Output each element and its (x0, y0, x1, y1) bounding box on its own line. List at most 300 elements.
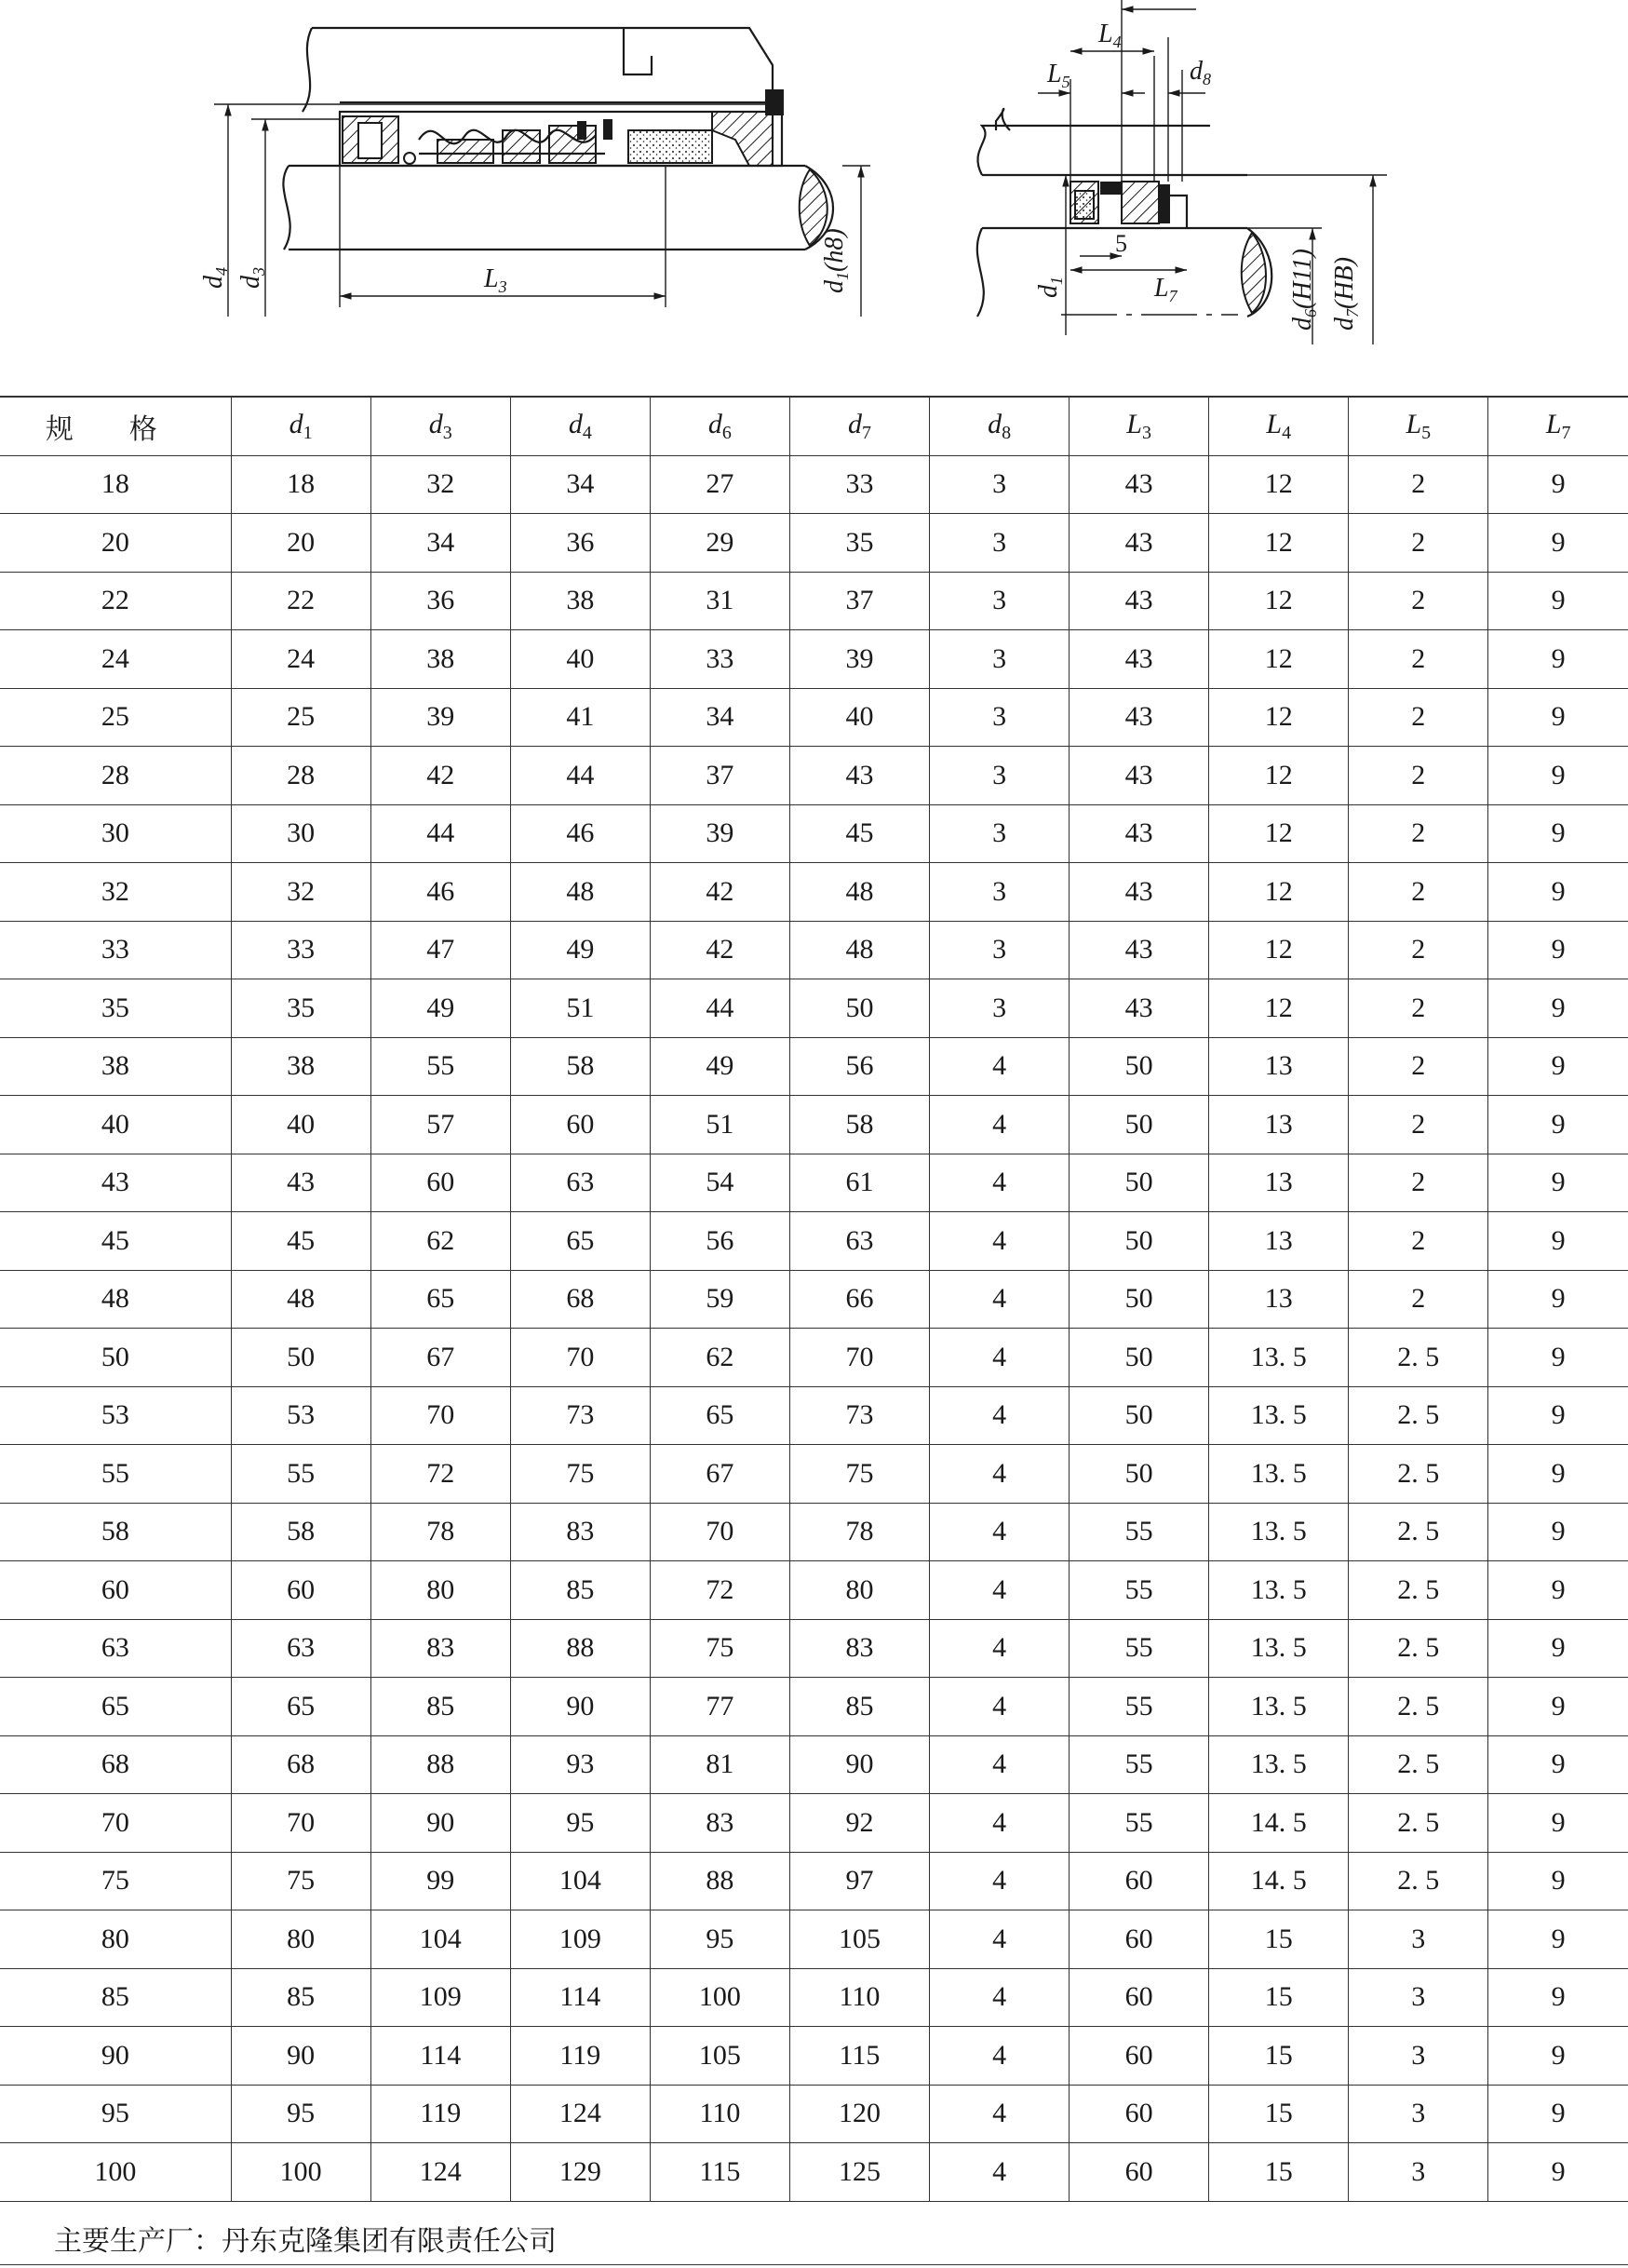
spec-cell: 80 (0, 1910, 231, 1969)
value-cell: 50 (1070, 1329, 1209, 1387)
value-cell: 43 (1070, 979, 1209, 1038)
value-cell: 36 (510, 514, 650, 573)
value-cell: 13. 5 (1209, 1561, 1349, 1620)
value-cell: 34 (510, 455, 650, 514)
value-cell: 38 (231, 1037, 370, 1096)
value-cell: 57 (370, 1096, 510, 1154)
value-cell: 62 (370, 1212, 510, 1271)
value-cell: 2 (1349, 1212, 1488, 1271)
value-cell: 49 (510, 921, 650, 979)
value-cell: 4 (930, 1619, 1070, 1678)
value-cell: 66 (789, 1270, 929, 1329)
value-cell: 2. 5 (1349, 1386, 1488, 1445)
value-cell: 55 (1070, 1503, 1209, 1561)
value-cell: 43 (789, 747, 929, 805)
value-cell: 44 (510, 747, 650, 805)
value-cell: 40 (789, 688, 929, 747)
value-cell: 85 (510, 1561, 650, 1620)
value-cell: 70 (370, 1386, 510, 1445)
value-cell: 28 (231, 747, 370, 805)
table-row (0, 1503, 1628, 1561)
value-cell: 85 (370, 1678, 510, 1736)
table-row (0, 863, 1628, 922)
header-d6: $d_6$ (650, 397, 789, 455)
value-cell: 2 (1349, 455, 1488, 514)
value-cell: 3 (930, 804, 1070, 863)
table-row (0, 1329, 1628, 1387)
value-cell: 42 (650, 921, 789, 979)
value-cell: 67 (650, 1445, 789, 1504)
value-cell: 80 (370, 1561, 510, 1620)
value-cell: 43 (1070, 921, 1209, 979)
header-l7: $L_7$ (1488, 397, 1628, 455)
value-cell: 13 (1209, 1154, 1349, 1212)
value-cell: 2. 5 (1349, 1852, 1488, 1910)
value-cell: 56 (650, 1212, 789, 1271)
value-cell: 83 (510, 1503, 650, 1561)
value-cell: 58 (510, 1037, 650, 1096)
value-cell: 43 (1070, 804, 1209, 863)
value-cell: 9 (1488, 1445, 1628, 1504)
value-cell: 2. 5 (1349, 1503, 1488, 1561)
value-cell: 9 (1488, 1619, 1628, 1678)
value-cell: 105 (650, 2027, 789, 2086)
value-cell: 3 (930, 747, 1070, 805)
value-cell: 65 (650, 1386, 789, 1445)
value-cell: 65 (231, 1678, 370, 1736)
value-cell: 3 (1349, 2143, 1488, 2202)
spec-cell: 75 (0, 1852, 231, 1910)
value-cell: 4 (930, 1445, 1070, 1504)
spec-cell: 65 (0, 1678, 231, 1736)
value-cell: 3 (930, 514, 1070, 573)
header-d4: $d_4$ (510, 397, 650, 455)
table-row (0, 1445, 1628, 1504)
value-cell: 49 (370, 979, 510, 1038)
value-cell: 55 (231, 1445, 370, 1504)
value-cell: 100 (650, 1968, 789, 2027)
value-cell: 70 (789, 1329, 929, 1387)
value-cell: 50 (1070, 1154, 1209, 1212)
spec-cell: 55 (0, 1445, 231, 1504)
header-l4: $L_4$ (1209, 397, 1349, 455)
spec-cell: 95 (0, 2085, 231, 2143)
value-cell: 12 (1209, 921, 1349, 979)
table-row (0, 1561, 1628, 1620)
label-d1-right: $d_1$ (1034, 277, 1066, 298)
spec-cell: 60 (0, 1561, 231, 1620)
value-cell: 119 (510, 2027, 650, 2086)
value-cell: 2 (1349, 688, 1488, 747)
header-l5: $L_5$ (1349, 397, 1488, 455)
value-cell: 83 (650, 1794, 789, 1853)
spec-cell: 30 (0, 804, 231, 863)
value-cell: 50 (1070, 1212, 1209, 1271)
value-cell: 4 (930, 1678, 1070, 1736)
value-cell: 75 (510, 1445, 650, 1504)
value-cell: 90 (231, 2027, 370, 2086)
value-cell: 80 (231, 1910, 370, 1969)
value-cell: 13. 5 (1209, 1735, 1349, 1794)
value-cell: 75 (650, 1619, 789, 1678)
manufacturer-text: 主要生产厂：丹东克隆集团有限责任公司 (54, 2226, 557, 2257)
value-cell: 15 (1209, 1968, 1349, 2027)
label-L7: $L_7$ (1154, 274, 1177, 305)
spec-cell: 24 (0, 630, 231, 689)
value-cell: 37 (789, 572, 929, 630)
spec-cell: 43 (0, 1154, 231, 1212)
header-d7: $d_7$ (789, 397, 929, 455)
value-cell: 81 (650, 1735, 789, 1794)
value-cell: 15 (1209, 2085, 1349, 2143)
spec-cell: 45 (0, 1212, 231, 1271)
value-cell: 9 (1488, 747, 1628, 805)
value-cell: 9 (1488, 1329, 1628, 1387)
seal-drawing (0, 0, 1628, 391)
value-cell: 60 (1070, 2085, 1209, 2143)
label-d6: $d_6(H11)$ (1288, 249, 1320, 331)
spec-cell: 25 (0, 688, 231, 747)
value-cell: 9 (1488, 572, 1628, 630)
value-cell: 55 (1070, 1678, 1209, 1736)
value-cell: 12 (1209, 514, 1349, 573)
value-cell: 2 (1349, 1154, 1488, 1212)
table-row (0, 1154, 1628, 1212)
value-cell: 119 (370, 2085, 510, 2143)
value-cell: 15 (1209, 2027, 1349, 2086)
value-cell: 60 (370, 1154, 510, 1212)
value-cell: 48 (789, 863, 929, 922)
value-cell: 75 (789, 1445, 929, 1504)
value-cell: 53 (231, 1386, 370, 1445)
value-cell: 4 (930, 1212, 1070, 1271)
footer-manufacturer (0, 2208, 1628, 2265)
value-cell: 12 (1209, 804, 1349, 863)
value-cell: 3 (1349, 2085, 1488, 2143)
spec-cell: 40 (0, 1096, 231, 1154)
value-cell: 2 (1349, 863, 1488, 922)
table-row (0, 455, 1628, 514)
value-cell: 45 (789, 804, 929, 863)
value-cell: 70 (510, 1329, 650, 1387)
value-cell: 4 (930, 1910, 1070, 1969)
value-cell: 115 (650, 2143, 789, 2202)
value-cell: 88 (510, 1619, 650, 1678)
value-cell: 9 (1488, 979, 1628, 1038)
value-cell: 4 (930, 1794, 1070, 1853)
value-cell: 4 (930, 1386, 1070, 1445)
value-cell: 4 (930, 1735, 1070, 1794)
value-cell: 56 (789, 1037, 929, 1096)
value-cell: 9 (1488, 1503, 1628, 1561)
value-cell: 32 (231, 863, 370, 922)
table-row (0, 2027, 1628, 2086)
spec-cell: 35 (0, 979, 231, 1038)
value-cell: 39 (650, 804, 789, 863)
value-cell: 4 (930, 1037, 1070, 1096)
spec-cell: 90 (0, 2027, 231, 2086)
value-cell: 4 (930, 1270, 1070, 1329)
value-cell: 129 (510, 2143, 650, 2202)
value-cell: 18 (231, 455, 370, 514)
value-cell: 12 (1209, 688, 1349, 747)
value-cell: 51 (650, 1096, 789, 1154)
value-cell: 48 (789, 921, 929, 979)
value-cell: 124 (510, 2085, 650, 2143)
value-cell: 104 (510, 1852, 650, 1910)
value-cell: 2 (1349, 1270, 1488, 1329)
value-cell: 38 (370, 630, 510, 689)
table-header-row (0, 397, 1628, 455)
spec-cell: 22 (0, 572, 231, 630)
value-cell: 13 (1209, 1096, 1349, 1154)
value-cell: 9 (1488, 1096, 1628, 1154)
value-cell: 70 (231, 1794, 370, 1853)
table-row (0, 1096, 1628, 1154)
value-cell: 67 (370, 1329, 510, 1387)
value-cell: 39 (789, 630, 929, 689)
value-cell: 90 (370, 1794, 510, 1853)
value-cell: 104 (370, 1910, 510, 1969)
table-row (0, 514, 1628, 573)
value-cell: 2 (1349, 804, 1488, 863)
value-cell: 22 (231, 572, 370, 630)
value-cell: 14. 5 (1209, 1794, 1349, 1853)
value-cell: 48 (510, 863, 650, 922)
spec-cell: 70 (0, 1794, 231, 1853)
value-cell: 14. 5 (1209, 1852, 1349, 1910)
header-d3: $d_3$ (370, 397, 510, 455)
value-cell: 12 (1209, 747, 1349, 805)
value-cell: 13. 5 (1209, 1503, 1349, 1561)
value-cell: 9 (1488, 514, 1628, 573)
value-cell: 9 (1488, 1386, 1628, 1445)
value-cell: 37 (650, 747, 789, 805)
value-cell: 29 (650, 514, 789, 573)
value-cell: 62 (650, 1329, 789, 1387)
value-cell: 9 (1488, 1968, 1628, 2027)
value-cell: 97 (789, 1852, 929, 1910)
label-d7: $d_7(HB)$ (1330, 257, 1362, 331)
value-cell: 9 (1488, 1212, 1628, 1271)
value-cell: 41 (510, 688, 650, 747)
value-cell: 3 (930, 688, 1070, 747)
value-cell: 60 (1070, 2143, 1209, 2202)
value-cell: 44 (650, 979, 789, 1038)
spec-cell: 18 (0, 455, 231, 514)
value-cell: 9 (1488, 921, 1628, 979)
value-cell: 120 (789, 2085, 929, 2143)
value-cell: 2. 5 (1349, 1735, 1488, 1794)
value-cell: 25 (231, 688, 370, 747)
label-L3: $L_3$ (484, 264, 507, 296)
value-cell: 50 (1070, 1386, 1209, 1445)
value-cell: 65 (370, 1270, 510, 1329)
value-cell: 33 (231, 921, 370, 979)
value-cell: 63 (231, 1619, 370, 1678)
header-spec: 规格 (0, 397, 231, 455)
value-cell: 9 (1488, 804, 1628, 863)
value-cell: 72 (370, 1445, 510, 1504)
table-row (0, 572, 1628, 630)
value-cell: 9 (1488, 2085, 1628, 2143)
table-row (0, 1270, 1628, 1329)
value-cell: 46 (510, 804, 650, 863)
value-cell: 77 (650, 1678, 789, 1736)
value-cell: 13. 5 (1209, 1678, 1349, 1736)
value-cell: 34 (650, 688, 789, 747)
value-cell: 15 (1209, 1910, 1349, 1969)
value-cell: 32 (370, 455, 510, 514)
table-row (0, 1037, 1628, 1096)
label-L4: $L_4$ (1098, 20, 1122, 51)
value-cell: 65 (510, 1212, 650, 1271)
value-cell: 9 (1488, 1794, 1628, 1853)
value-cell: 78 (789, 1503, 929, 1561)
value-cell: 60 (1070, 1852, 1209, 1910)
table-body (0, 455, 1628, 2201)
label-d4: $d_4$ (199, 267, 231, 289)
value-cell: 40 (231, 1096, 370, 1154)
value-cell: 39 (370, 688, 510, 747)
value-cell: 12 (1209, 572, 1349, 630)
value-cell: 110 (789, 1968, 929, 2027)
value-cell: 43 (1070, 747, 1209, 805)
value-cell: 68 (231, 1735, 370, 1794)
value-cell: 9 (1488, 1678, 1628, 1736)
value-cell: 88 (370, 1735, 510, 1794)
value-cell: 2. 5 (1349, 1794, 1488, 1853)
value-cell: 95 (510, 1794, 650, 1853)
value-cell: 43 (1070, 630, 1209, 689)
table-row (0, 1212, 1628, 1271)
value-cell: 63 (510, 1154, 650, 1212)
value-cell: 9 (1488, 1910, 1628, 1969)
value-cell: 31 (650, 572, 789, 630)
value-cell: 2. 5 (1349, 1678, 1488, 1736)
value-cell: 3 (930, 572, 1070, 630)
value-cell: 33 (789, 455, 929, 514)
value-cell: 83 (370, 1619, 510, 1678)
table-row (0, 1735, 1628, 1794)
value-cell: 55 (370, 1037, 510, 1096)
value-cell: 34 (370, 514, 510, 573)
value-cell: 46 (370, 863, 510, 922)
header-d8: $d_8$ (930, 397, 1070, 455)
table-row (0, 1968, 1628, 2027)
spec-cell: 48 (0, 1270, 231, 1329)
spec-cell: 58 (0, 1503, 231, 1561)
value-cell: 9 (1488, 2027, 1628, 2086)
value-cell: 55 (1070, 1794, 1209, 1853)
value-cell: 55 (1070, 1619, 1209, 1678)
value-cell: 12 (1209, 979, 1349, 1038)
value-cell: 4 (930, 1561, 1070, 1620)
value-cell: 80 (789, 1561, 929, 1620)
spec-cell: 20 (0, 514, 231, 573)
value-cell: 4 (930, 1329, 1070, 1387)
value-cell: 4 (930, 1503, 1070, 1561)
table-row (0, 630, 1628, 689)
value-cell: 100 (231, 2143, 370, 2202)
value-cell: 85 (789, 1678, 929, 1736)
left-view (199, 28, 870, 317)
value-cell: 13. 5 (1209, 1445, 1349, 1504)
value-cell: 50 (231, 1329, 370, 1387)
value-cell: 9 (1488, 630, 1628, 689)
value-cell: 58 (231, 1503, 370, 1561)
value-cell: 2. 5 (1349, 1561, 1488, 1620)
value-cell: 60 (1070, 1910, 1209, 1969)
spec-cell: 53 (0, 1386, 231, 1445)
table-row (0, 2085, 1628, 2143)
table-row (0, 1386, 1628, 1445)
value-cell: 3 (1349, 1968, 1488, 2027)
value-cell: 13 (1209, 1037, 1349, 1096)
table-row (0, 2143, 1628, 2202)
value-cell: 72 (650, 1561, 789, 1620)
value-cell: 60 (1070, 2027, 1209, 2086)
table-row (0, 1619, 1628, 1678)
value-cell: 60 (231, 1561, 370, 1620)
value-cell: 68 (510, 1270, 650, 1329)
value-cell: 85 (231, 1968, 370, 2027)
value-cell: 13. 5 (1209, 1329, 1349, 1387)
value-cell: 9 (1488, 1154, 1628, 1212)
value-cell: 50 (1070, 1270, 1209, 1329)
value-cell: 50 (789, 979, 929, 1038)
value-cell: 2 (1349, 1037, 1488, 1096)
value-cell: 95 (231, 2085, 370, 2143)
value-cell: 42 (650, 863, 789, 922)
value-cell: 9 (1488, 688, 1628, 747)
value-cell: 50 (1070, 1445, 1209, 1504)
value-cell: 4 (930, 2027, 1070, 2086)
value-cell: 58 (789, 1096, 929, 1154)
value-cell: 114 (370, 2027, 510, 2086)
value-cell: 36 (370, 572, 510, 630)
value-cell: 45 (231, 1212, 370, 1271)
value-cell: 27 (650, 455, 789, 514)
value-cell: 33 (650, 630, 789, 689)
value-cell: 43 (1070, 455, 1209, 514)
value-cell: 2 (1349, 921, 1488, 979)
spec-cell: 33 (0, 921, 231, 979)
value-cell: 20 (231, 514, 370, 573)
table-row (0, 1910, 1628, 1969)
value-cell: 61 (789, 1154, 929, 1212)
spec-cell: 63 (0, 1619, 231, 1678)
value-cell: 3 (1349, 1910, 1488, 1969)
value-cell: 3 (930, 630, 1070, 689)
value-cell: 9 (1488, 1270, 1628, 1329)
value-cell: 50 (1070, 1037, 1209, 1096)
value-cell: 9 (1488, 455, 1628, 514)
value-cell: 114 (510, 1968, 650, 2027)
table-row (0, 804, 1628, 863)
value-cell: 73 (510, 1386, 650, 1445)
value-cell: 4 (930, 1852, 1070, 1910)
value-cell: 9 (1488, 863, 1628, 922)
value-cell: 83 (789, 1619, 929, 1678)
value-cell: 2 (1349, 630, 1488, 689)
spec-cell: 68 (0, 1735, 231, 1794)
value-cell: 13. 5 (1209, 1619, 1349, 1678)
spec-cell: 100 (0, 2143, 231, 2202)
value-cell: 73 (789, 1386, 929, 1445)
value-cell: 110 (650, 2085, 789, 2143)
spec-cell: 28 (0, 747, 231, 805)
